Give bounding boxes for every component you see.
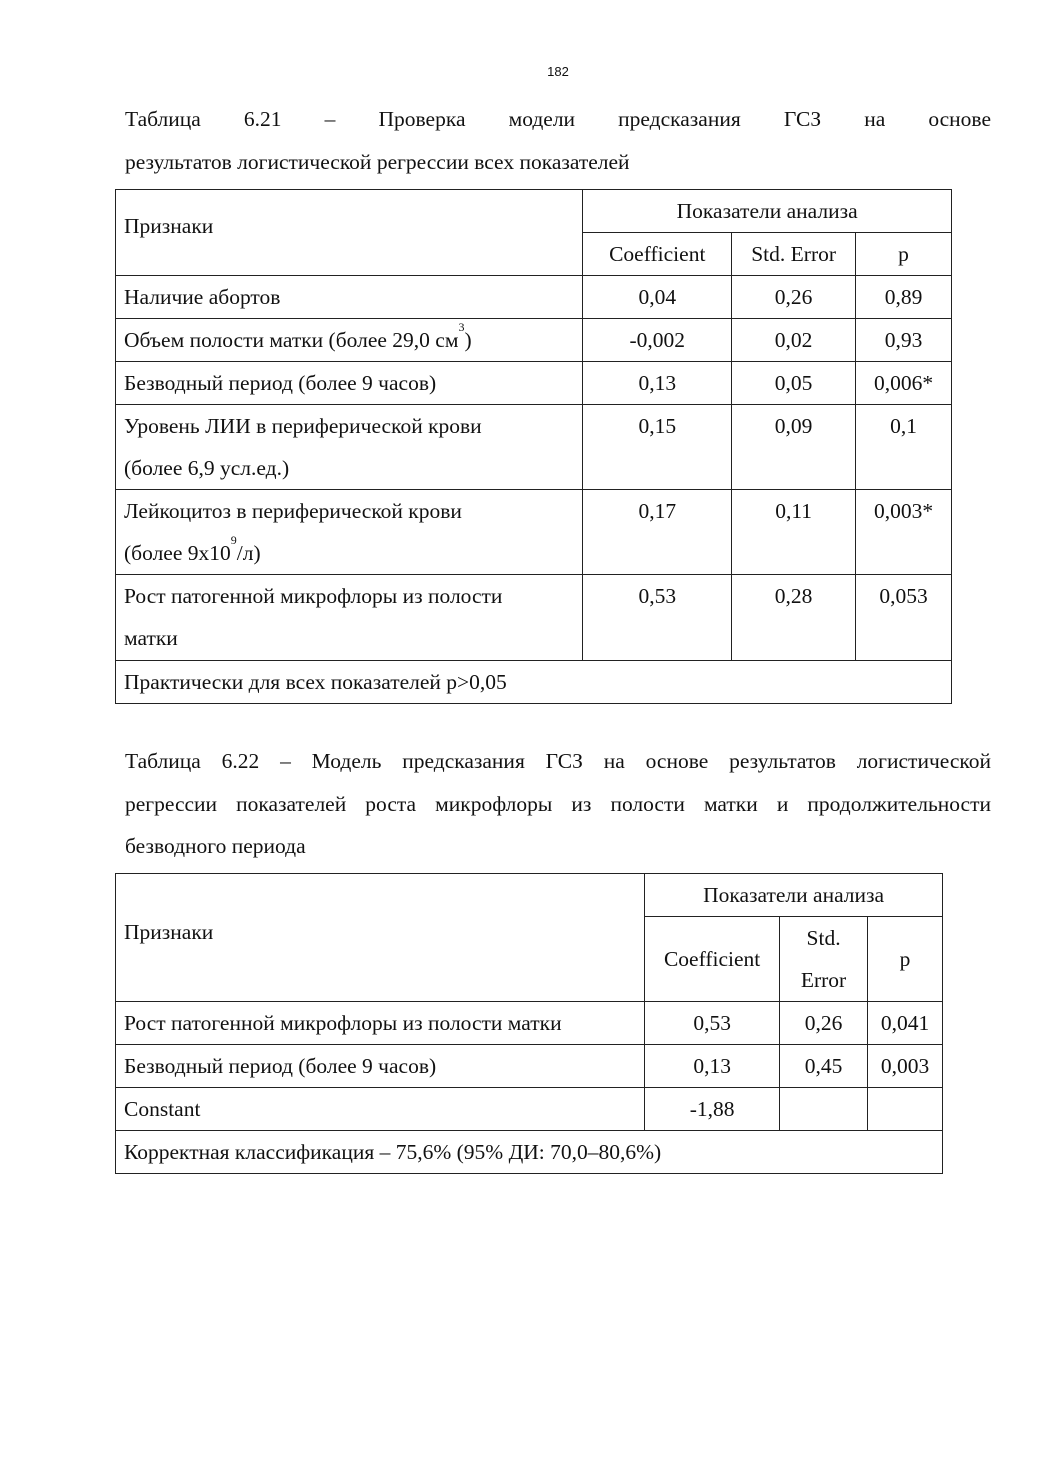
- p-cell: 0,1: [856, 405, 952, 490]
- table1-caption: [125, 98, 991, 183]
- table-row: [116, 405, 952, 490]
- table1-header-group: Показатели анализа: [583, 190, 952, 233]
- p-cell: 0,93: [856, 319, 952, 362]
- row-label-line1: Уровень ЛИИ в периферической крови: [124, 414, 482, 438]
- p-cell: 0,041: [868, 1002, 943, 1045]
- se-cell: 0,02: [732, 319, 856, 362]
- p-cell: 0,89: [856, 276, 952, 319]
- table-row: [116, 362, 952, 405]
- row-label-text: (более 9х10: [124, 541, 231, 565]
- coef-cell: 0,53: [583, 575, 732, 661]
- se-cell: 0,05: [732, 362, 856, 405]
- coef-cell: 0,17: [583, 490, 732, 575]
- row-label: Безводный период (более 9 часов): [116, 362, 583, 405]
- table-row: [116, 1045, 943, 1088]
- se-cell: 0,45: [780, 1045, 868, 1088]
- table-row: [116, 1002, 943, 1045]
- coef-cell: -1,88: [645, 1088, 780, 1131]
- p-cell: 0,003: [868, 1045, 943, 1088]
- se-cell: [780, 1088, 868, 1131]
- coef-cell: 0,13: [583, 362, 732, 405]
- table-row: [116, 1088, 943, 1131]
- row-label: [116, 490, 583, 575]
- row-label: [116, 405, 583, 490]
- row-label-suffix: ): [464, 328, 472, 352]
- coef-cell: 0,04: [583, 276, 732, 319]
- row-label-line2: матки: [124, 626, 178, 650]
- table2-header-p: p: [868, 917, 943, 1002]
- page-number: 182: [547, 64, 569, 79]
- coef-cell: 0,53: [645, 1002, 780, 1045]
- superscript: 3: [458, 320, 465, 334]
- table1-header-p: p: [856, 233, 952, 276]
- row-label: Рост патогенной микрофлоры из полости матки: [116, 1002, 645, 1045]
- table-row: [116, 276, 952, 319]
- table1-header-se: Std. Error: [732, 233, 856, 276]
- table2: [115, 873, 943, 1174]
- table2-header-coef: Coefficient: [645, 917, 780, 1002]
- table2-footer: Корректная классификация – 75,6% (95% ДИ: 70,0–80,6%): [116, 1131, 943, 1174]
- coef-cell: 0,15: [583, 405, 732, 490]
- p-cell: [868, 1088, 943, 1131]
- row-label: [116, 319, 583, 362]
- table2-caption-line2: регрессии показателей роста микрофлоры из полости матки и продолжительности: [125, 791, 991, 816]
- coef-cell: 0,13: [645, 1045, 780, 1088]
- p-cell: 0,053: [856, 575, 952, 661]
- se-cell: 0,26: [732, 276, 856, 319]
- table-row: [116, 575, 952, 661]
- se-cell: 0,26: [780, 1002, 868, 1045]
- table-row: [116, 319, 952, 362]
- row-label-line2: (более 6,9 усл.ед.): [124, 456, 290, 480]
- table2-header-features: Признаки: [116, 874, 645, 1002]
- superscript: 9: [230, 533, 237, 547]
- table2-header-se-line1: Std.: [806, 926, 841, 950]
- se-cell: 0,09: [732, 405, 856, 490]
- row-label-suffix: /л): [236, 541, 261, 565]
- table1-header-features: Признаки: [116, 190, 583, 276]
- table2-caption: [125, 740, 991, 868]
- row-label-text: Объем полости матки (более 29,0 см: [124, 328, 459, 352]
- p-cell: 0,006*: [856, 362, 952, 405]
- row-label-line1: Лейкоцитоз в периферической крови: [124, 499, 462, 523]
- table2-header-group: Показатели анализа: [645, 874, 943, 917]
- table1-caption-line2: результатов логистической регрессии всех показателей: [125, 149, 630, 174]
- row-label: [116, 575, 583, 661]
- row-label-line2: [124, 532, 574, 574]
- p-cell: 0,003*: [856, 490, 952, 575]
- table1-header-coef: Coefficient: [583, 233, 732, 276]
- row-label: Безводный период (более 9 часов): [116, 1045, 645, 1088]
- row-label-line1: Рост патогенной микрофлоры из полости: [124, 584, 503, 608]
- row-label: Наличие абортов: [116, 276, 583, 319]
- table2-header-se: [780, 917, 868, 1002]
- coef-cell: -0,002: [583, 319, 732, 362]
- table1-caption-line1: Таблица 6.21 – Проверка модели предсказания ГСЗ на основе: [125, 107, 991, 131]
- table-row: [116, 490, 952, 575]
- se-cell: 0,28: [732, 575, 856, 661]
- row-label: Constant: [116, 1088, 645, 1131]
- table2-header-se-line2: Error: [800, 968, 847, 992]
- table1-footer: Практически для всех показателей р>0,05: [116, 661, 952, 704]
- table2-caption-line3: безводного периода: [125, 834, 306, 858]
- table2-caption-line1: Таблица 6.22 – Модель предсказания ГСЗ на основе результатов логистической: [125, 749, 991, 773]
- se-cell: 0,11: [732, 490, 856, 575]
- table1: [115, 189, 952, 704]
